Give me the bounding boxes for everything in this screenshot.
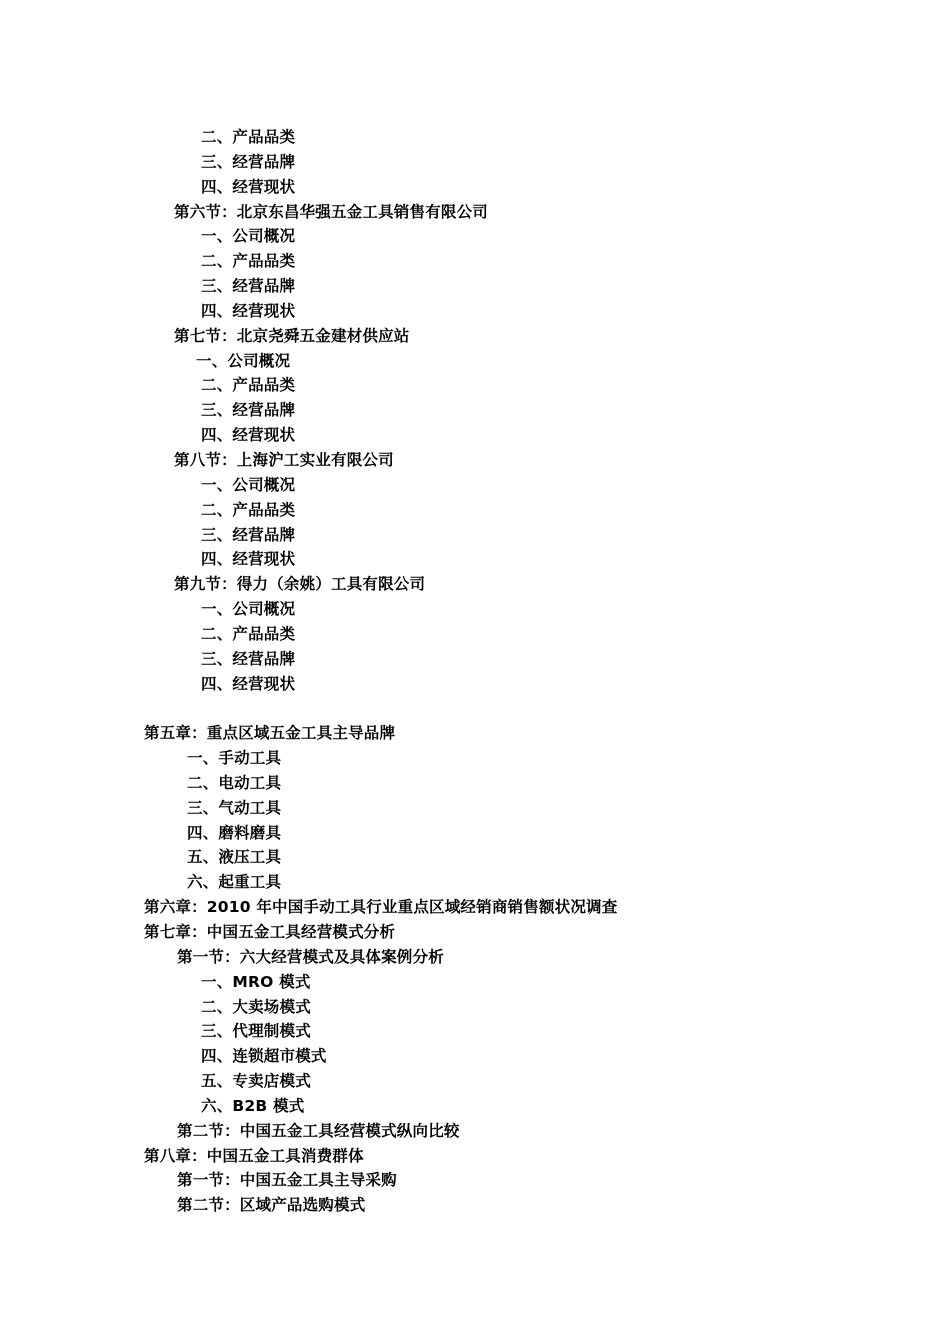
toc-item: 四、经营现状 <box>201 301 296 320</box>
toc-item: 一、手动工具 <box>187 749 282 768</box>
toc-item: 二、产品品类 <box>201 128 296 146</box>
toc-item: 二、大卖场模式 <box>201 997 311 1016</box>
toc-item: 一、公司概况 <box>201 475 296 494</box>
toc-section-heading: 第二节：区域产品选购模式 <box>177 1196 366 1215</box>
toc-item: 四、经营现状 <box>201 674 296 693</box>
toc-item: 三、经营品牌 <box>201 401 296 420</box>
toc-section-heading: 第七节：北京尧舜五金建材供应站 <box>174 326 410 345</box>
toc-item: 四、连锁超市模式 <box>201 1047 327 1066</box>
toc-item: 三、经营品牌 <box>201 277 296 296</box>
toc-item: 五、专卖店模式 <box>201 1072 311 1091</box>
toc-item: 二、产品品类 <box>201 376 296 395</box>
toc-item: 四、磨料磨具 <box>187 823 282 842</box>
toc-item: 一、公司概况 <box>196 351 291 370</box>
toc-chapter-heading: 第五章：重点区域五金工具主导品牌 <box>144 724 396 743</box>
toc-chapter-heading: 第八章：中国五金工具消费群体 <box>144 1146 364 1165</box>
toc-section-heading: 第八节：上海沪工实业有限公司 <box>174 450 394 469</box>
toc-item: 六、B2B 模式 <box>201 1096 305 1115</box>
toc-item: 一、公司概况 <box>201 227 296 246</box>
toc-item: 三、气动工具 <box>187 798 282 817</box>
toc-chapter-heading: 第六章：2010 年中国手动工具行业重点区域经销商销售额状况调查 <box>144 898 618 917</box>
toc-item: 四、经营现状 <box>201 426 296 445</box>
toc-item: 六、起重工具 <box>187 873 282 892</box>
toc-item: 二、产品品类 <box>201 252 296 271</box>
toc-section-heading: 第九节：得力（余姚）工具有限公司 <box>174 575 426 594</box>
toc-section-heading: 第二节：中国五金工具经营模式纵向比较 <box>177 1121 460 1140</box>
toc-item: 五、液压工具 <box>187 848 282 867</box>
toc-item: 三、经营品牌 <box>201 649 296 668</box>
toc-section-heading: 第一节：六大经营模式及具体案例分析 <box>177 947 444 966</box>
blank-line <box>0 696 950 721</box>
toc-item: 三、经营品牌 <box>201 152 296 171</box>
toc-item: 二、产品品类 <box>201 500 296 519</box>
table-of-contents <box>0 125 950 1218</box>
toc-item: 二、产品品类 <box>201 624 296 643</box>
toc-item: 四、经营现状 <box>201 550 296 569</box>
toc-chapter-heading: 第七章：中国五金工具经营模式分析 <box>144 923 396 941</box>
toc-item: 三、代理制模式 <box>201 1022 311 1041</box>
toc-item: 三、经营品牌 <box>201 525 296 544</box>
toc-item: 四、经营现状 <box>201 177 296 196</box>
toc-item: 一、MRO 模式 <box>201 972 311 991</box>
toc-item: 一、公司概况 <box>201 600 296 619</box>
toc-section-heading: 第六节：北京东昌华强五金工具销售有限公司 <box>174 202 489 221</box>
toc-section-heading: 第一节：中国五金工具主导采购 <box>177 1171 397 1190</box>
toc-item: 二、电动工具 <box>187 773 282 792</box>
